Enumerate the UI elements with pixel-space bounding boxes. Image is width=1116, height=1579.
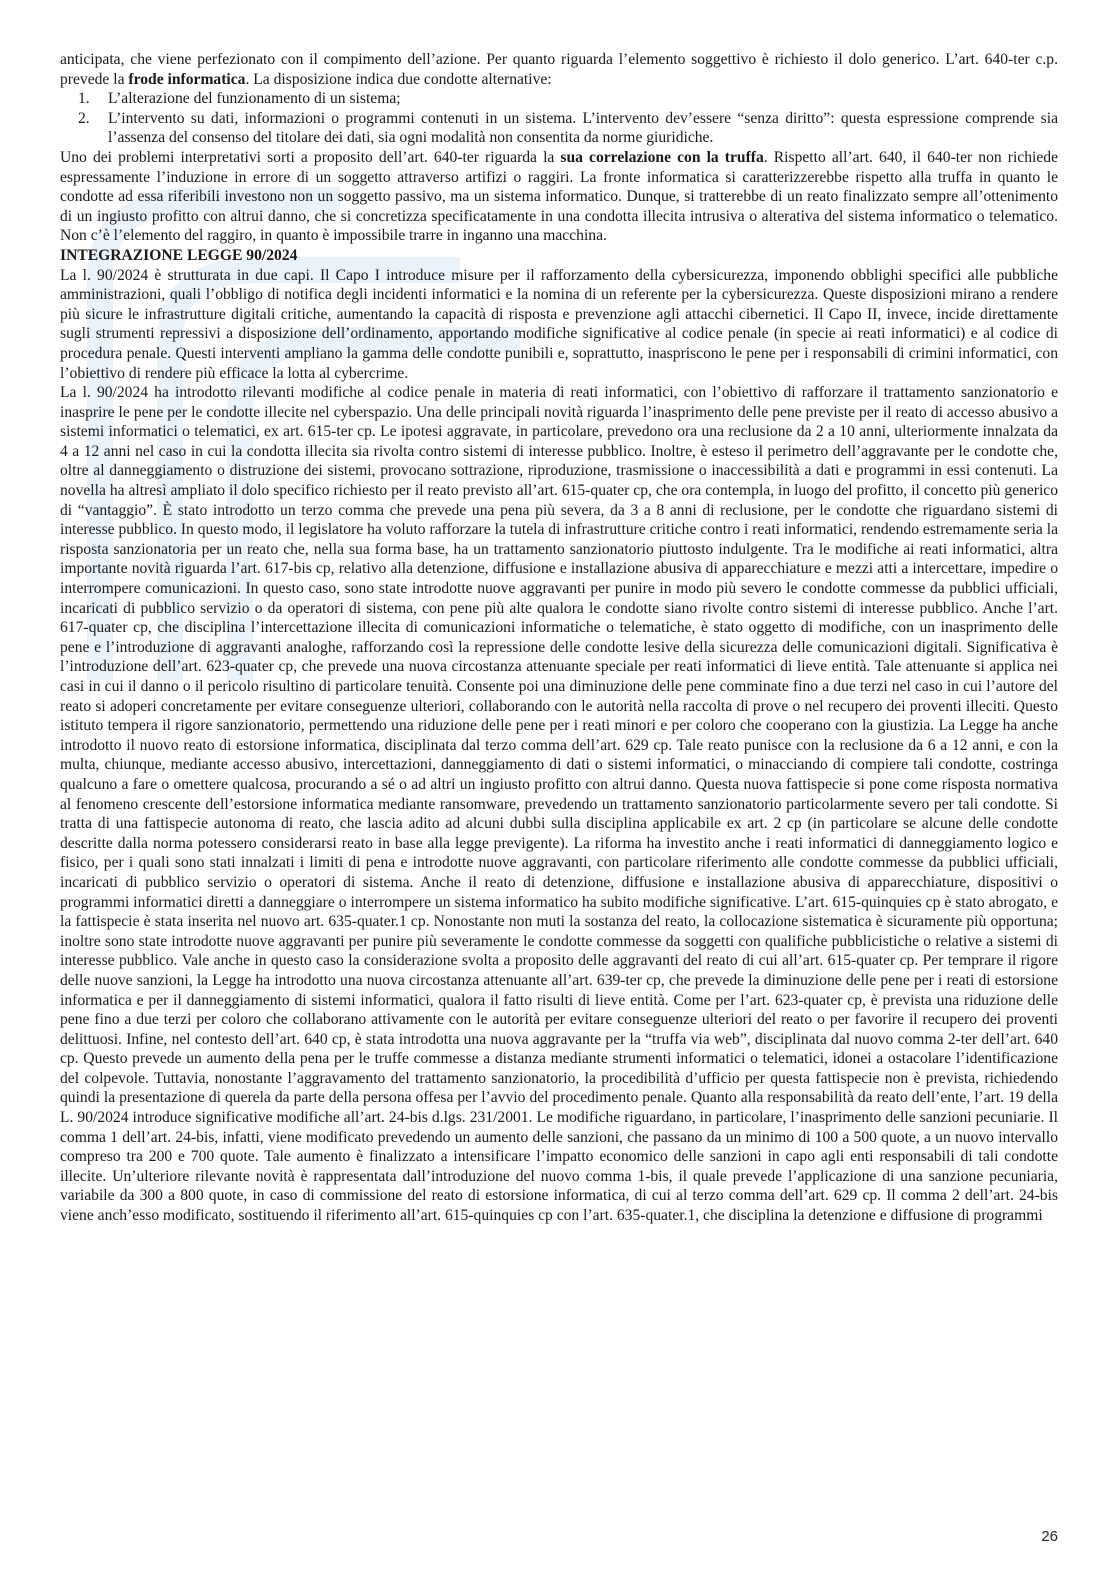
intro-paragraph: anticipata, che viene perfezionato con il compimento dell’azione. Per quanto riguarda l’elemento soggettivo è richiesto il dolo generico. L’art. 640-ter c.p. prevede la frode informatica. La disposizione indica due condotte alternative: — [60, 51, 1058, 88]
truffa-paragraph: Uno dei problemi interpretativi sorti a proposito dell’art. 640-ter riguarda la sua correlazione con la truffa. Rispetto all’art. 640, il 640-ter non richiede espressamente l’induzione in errore di un soggetto attraverso artifizi o raggiri. La fronte informatica si caratterizzerebbe rispetto alla truffa in quanto le condotte ad essa riferibili investono non un soggetto passivo, ma un sistema informatico. Dunque, si tratterebbe di un reato finalizzato sempre all’ottenimento di un ingiusto profitto con altrui danno, che si concretizza specificatamente in una condotta illecita intrusiva o alterativa del sistema informatico o telematico. Non c’è l’elemento del raggiro, in quanto è impossibile trarre in inganno una macchina. — [60, 148, 1058, 245]
list-item: 2. L’intervento su dati, informazioni o programmi contenuti in un sistema. L’intervento dev’essere “senza diritto”: questa espressione comprende sia l’assenza del consenso del titolare dei dati, sia ogni modalità non consentita da norme giuridiche. — [78, 109, 1058, 147]
correlazione-term: sua correlazione con la truffa — [560, 148, 764, 166]
section-paragraph-2: La l. 90/2024 ha introdotto rilevanti modifiche al codice penale in materia di reati informatici, con l’obiettivo di rafforzare il trattamento sanzionatorio e inasprire le pene per le condotte illecite nel cyberspazio. Una delle principali novità riguarda l’inasprimento delle pene previste per il reato di accesso abusivo a sistemi informatici o telematici, ex art. 615-ter cp. Le ipotesi aggravate, in particolare, prevedono ora una reclusione da 2 a 10 anni, ulteriormente innalzata da 4 a 12 anni nel caso in cui la condotta illecita sia rivolta contro sistemi di interesse pubblico. Inoltre, è esteso il perimetro dell’aggravante per le condotte che, oltre al danneggiamento o distruzione dei sistemi, provocano sottrazione, riproduzione, trasmissione o inaccessibilità a dati e programmi in essi contenuti. La novella ha altresì ampliato il dolo specifico richiesto per il reato previsto all’art. 615-quater cp, che ora contempla, in luogo del profitto, il concetto più generico di “vantaggio”. È stato introdotto un terzo comma che prevede una pena più severa, da 3 a 8 anni di reclusione, per le condotte che riguardano sistemi di interesse pubblico. In questo modo, il legislatore ha voluto rafforzare la tutela di infrastrutture critiche contro i reati informatici, rendendo estremamente seria la risposta sanzionatoria per un reato che, nella sua forma base, ha un trattamento sanzionatorio piuttosto indulgente. Tra le modifiche ai reati informatici, altra importante novità riguarda l’art. 617-bis cp, relativo alla detenzione, diffusione e installazione abusiva di apparecchiature e mezzi atti a intercettare, impedire o interrompere comunicazioni. In questo caso, sono state introdotte nuove aggravanti per punire in modo più severo le condotte commesse da pubblici ufficiali, incaricati di pubblico servizio o da operatori di sistema, con pene più alte qualora le condotte siano rivolte contro sistemi di interesse pubblico. Anche l’art. 617-quater cp, che disciplina l’intercettazione illecita di comunicazioni informatiche o telematiche, è stato oggetto di modifiche, con un inasprimento delle pene e l’introduzione di aggravanti analoghe, rafforzando così la repressione delle condotte lesive della sicurezza delle comunicazioni digitali. Significativa è l’introduzione dell’art. 623-quater cp, che prevede una nuova circostanza attenuante speciale per reati informatici di lieve entità. Tale attenuante si applica nei casi in cui il danno o il pericolo risultino di particolare tenuità. Consente poi una diminuzione delle pene comminate fino a due terzi nel caso in cui l’autore del reato si adoperi concretamente per evitare conseguenze ulteriori, collaborando con le autorità nella raccolta di prove o nel recupero dei proventi illeciti. Questo istituto tempera il rigore sanzionatorio, permettendo una riduzione delle pene per i reati minori e per coloro che cooperano con la giustizia. La Legge ha anche introdotto il nuovo reato di estorsione informatica, disciplinata dal terzo comma dell’art. 629 cp. Tale reato punisce con la reclusione da 6 a 12 anni, e con la multa, chiunque, mediante accesso abusivo, intercettazioni, danneggiamento di dati o sistemi informatici, o minacciando di compiere tali condotte, costringa qualcuno a fare o omettere qualcosa, procurando a sé o ad altri un ingiusto profitto con altrui danno. Questa nuova fattispecie si pone come risposta normativa al fenomeno crescente dell’estorsione informatica mediante ransomware, prevedendo un trattamento sanzionatorio particolarmente severo per tali condotte. Si tratta di una fattispecie autonoma di reato, che lascia adito ad alcuni dubbi sulla disciplina applicabile ex art. 2 cp (in particolare se alcune delle condotte descritte dalla norma potessero considerarsi reato in base alla legge previgente). La riforma ha investito anche i reati informatici di danneggiamento logico e fisico, per i quali sono stati innalzati i limiti di pena e introdotte nuove aggravanti, con particolare riferimento alle condotte commesse da pubblici ufficiali, incaricati di pubblico servizio o operatori di sistema. Anche il reato di detenzione, diffusione e installazione abusiva di apparecchiature, dispositivi o programmi informatici diretti a danneggiare o interrompere un sistema informatico ha subito modifiche significative. L’art. 615-quinquies cp è stato abrogato, e la fattispecie è stata inserita nel nuovo art. 635-quater.1 cp. Nonostante non muti la sostanza del reato, la collocazione sistematica è sicuramente più opportuna; inoltre sono state introdotte nuove aggravanti per punire più severamente le condotte commesse da soggetti con qualifiche pubblicistiche o relative a sistemi di interesse pubblico. Vale anche in questo caso la considerazione svolta a proposito delle aggravanti del reato di cui all’art. 615-quater cp. Per temprare il rigore delle nuove sanzioni, la Legge ha introdotto una nuova circostanza attenuante all’art. 639-ter cp, che prevede la diminuzione delle pene per i reati di estorsione informatica e per il danneggiamento di sistemi informatici, qualora il fatto risulti di lieve entità. Come per l’art. 623-quater cp, è prevista una riduzione delle pene fino a due terzi per coloro che collaborano attivamente con le autorità per evitare conseguenze ulteriori del reato o per favorire il recupero dei proventi delittuosi. Infine, nel contesto dell’art. 640 cp, è stata introdotta una nuova aggravante per la “truffa via web”, disciplinata dal nuovo comma 2-ter dell’art. 640 cp. Questo prevede un aumento della pena per le truffe commesse a distanza mediante strumenti informatici o telematici, idonei a ostacolare l’identificazione del colpevole. Tuttavia, nonostante l’aggravamento del trattamento sanzionatorio, la procedibilità d’ufficio per questa fattispecie non è prevista, richiedendo quindi la presentazione di querela da parte della persona offesa per l’avvio del procedimento penale. Quanto alla responsabilità da reato dell’ente, l’art. 19 della L. 90/2024 introduce significative modifiche all’art. 24-bis d.lgs. 231/2001. Le modifiche riguardano, in particolare, l’inasprimento delle sanzioni pecuniarie. Il comma 1 dell’art. 24-bis, infatti, viene modificato prevedendo un aumento delle sanzioni, che passano da un minimo di 100 a 500 quote, a un nuovo intervallo compreso tra 200 e 700 quote. Tale aumento è finalizzato a intensificare l’impatto economico delle sanzioni in capo agli enti responsabili di tali condotte illecite. Un’ulteriore rilevante novità è rappresentata dall’introduzione del nuovo comma 1-bis, il quale prevede l’applicazione di una sanzione pecuniaria, variabile da 300 a 800 quote, in caso di commissione del reato di estorsione informatica, di cui al terzo comma dell’art. 629 cp. Il comma 2 dell’art. 24-bis viene anch’esso modificato, sostituendo il riferimento all’art. 615-quinquies cp con l’art. 635-quater.1, che disciplina la detenzione e diffusione di programmi — [60, 384, 1058, 1225]
list-item: 1. L’alterazione del funzionamento di un sistema; — [78, 90, 401, 108]
document-body — [60, 50, 1058, 1226]
condotte-list — [60, 89, 1058, 148]
frode-informatica-term: frode informatica — [128, 70, 246, 88]
section-paragraph-1: La l. 90/2024 è strutturata in due capi. Il Capo I introduce misure per il rafforzamento della cybersicurezza, imponendo obblighi specifici alle pubbliche amministrazioni, quali l’obbligo di notifica degli incidenti informatici e la nomina di un referente per la cybersicurezza. Queste disposizioni mirano a rendere più sicure le infrastrutture digitali critiche, aumentando la capacità di risposta e prevenzione agli attacchi cibernetici. Il Capo II, invece, incide direttamente sugli strumenti repressivi a disposizione dell’ordinamento, apportando modifiche significative al codice penale (in specie ai reati informatici) e al codice di procedura penale. Questi interventi ampliano la gamma delle condotte punibili e, soprattutto, inaspriscono le pene per i responsabili di crimini informatici, con l’obiettivo di rendere più efficace la lotta al cybercrime. — [60, 266, 1058, 382]
section-heading: INTEGRAZIONE LEGGE 90/2024 — [60, 246, 298, 264]
page-number: 26 — [1041, 1528, 1058, 1545]
